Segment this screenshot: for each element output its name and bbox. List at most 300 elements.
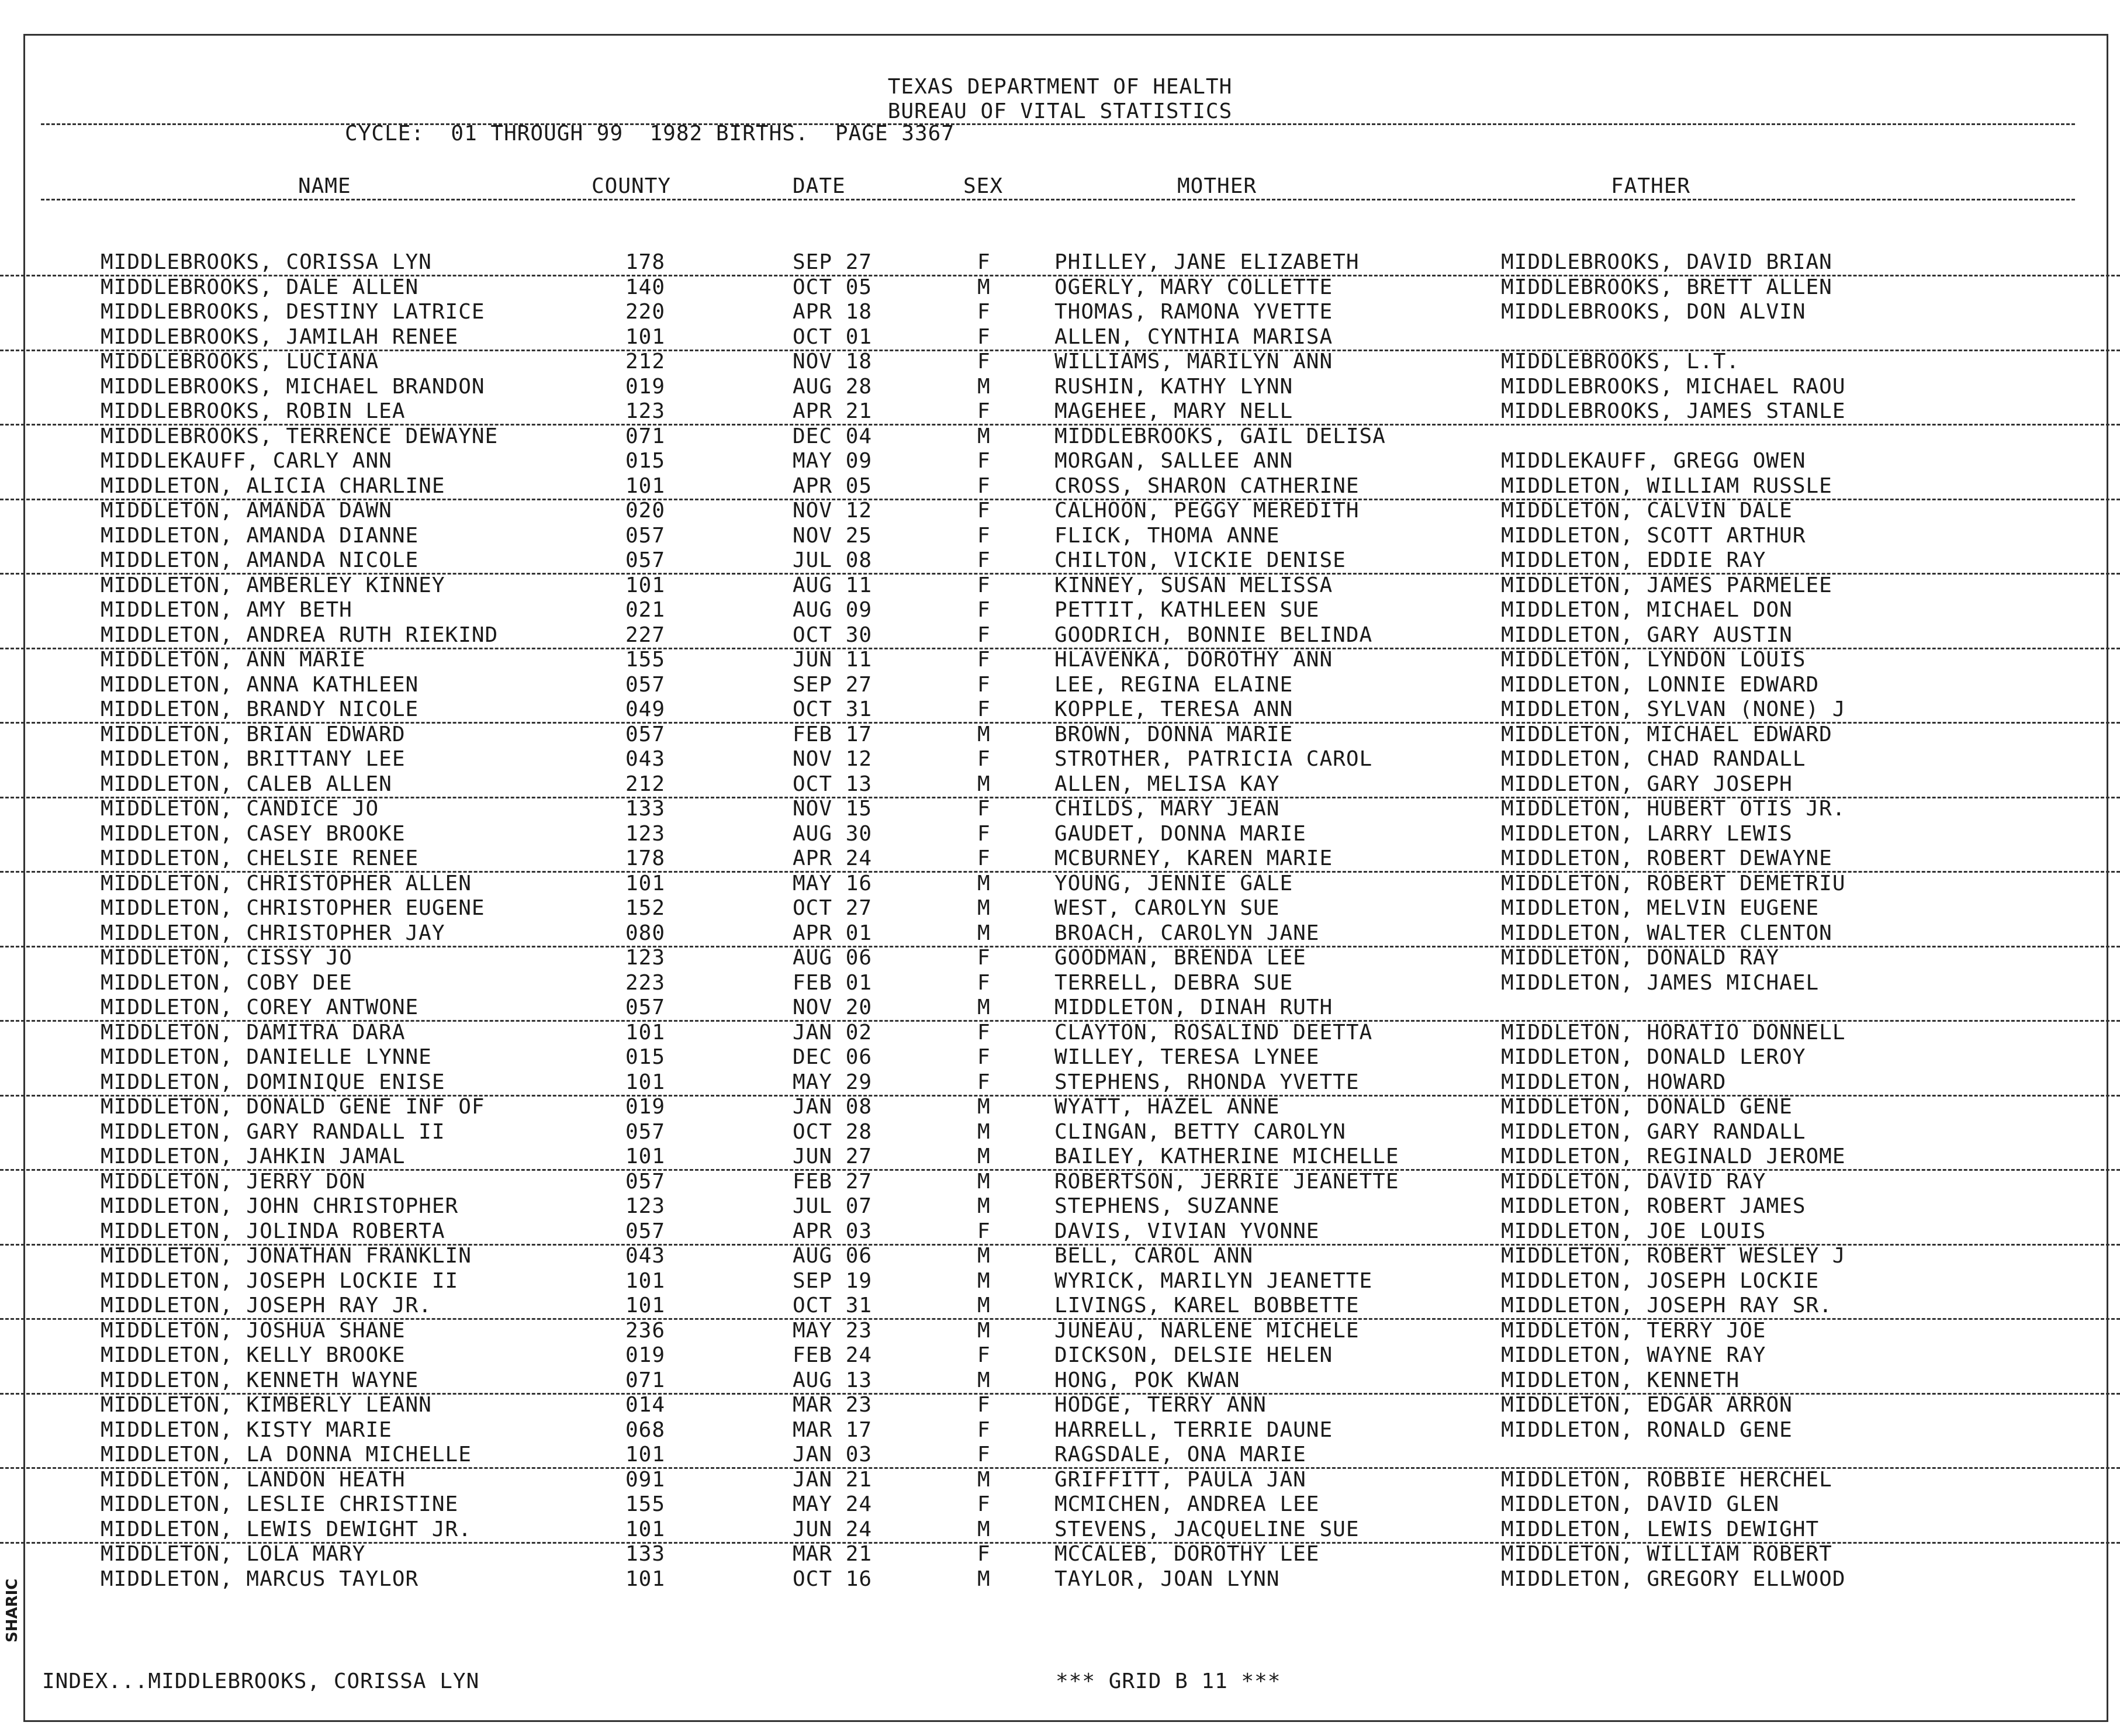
record-mother: HARRELL, TERRIE DAUNE: [1054, 1417, 1333, 1442]
record-mother: WILLEY, TERESA LYNEE: [1054, 1045, 1320, 1069]
record-sex: F: [977, 523, 991, 548]
record-father: MIDDLETON, ROBERT DEMETRIU: [1501, 871, 1846, 895]
record-name: MIDDLETON, KIMBERLY LEANN: [101, 1393, 432, 1417]
record-mother: MORGAN, SALLEE ANN: [1054, 449, 1294, 473]
record-sex: M: [977, 722, 991, 746]
col-date: DATE: [793, 174, 846, 198]
record-date: MAY 23: [793, 1318, 873, 1343]
record-father: MIDDLEBROOKS, DON ALVIN: [1501, 300, 1806, 324]
record-date: NOV 12: [793, 499, 873, 523]
record-father: MIDDLETON, LONNIE EDWARD: [1501, 672, 1820, 697]
record-sex: F: [977, 797, 991, 821]
record-sex: M: [977, 374, 991, 399]
record-county: 220: [625, 300, 666, 324]
record-date: AUG 28: [793, 374, 873, 399]
record-sex: F: [977, 1070, 991, 1094]
record-mother: ROBERTSON, JERRIE JEANETTE: [1054, 1169, 1399, 1194]
record-mother: RAGSDALE, ONA MARIE: [1054, 1443, 1306, 1467]
record-mother: CALHOON, PEGGY MEREDITH: [1054, 499, 1360, 523]
record-father: MIDDLETON, RONALD GENE: [1501, 1417, 1793, 1442]
record-county: 057: [625, 672, 666, 697]
record-name: MIDDLETON, LA DONNA MICHELLE: [101, 1443, 472, 1467]
record-father: MIDDLETON, DONALD RAY: [1501, 946, 1780, 970]
record-sex: F: [977, 1443, 991, 1467]
record-sex: M: [977, 275, 991, 299]
record-date: MAR 21: [793, 1542, 873, 1566]
record-sex: F: [977, 970, 991, 995]
record-county: 057: [625, 523, 666, 548]
record-name: MIDDLETON, ANNA KATHLEEN: [101, 672, 419, 697]
record-mother: HLAVENKA, DOROTHY ANN: [1054, 648, 1333, 672]
table-row: [0, 524, 2120, 548]
record-sex: M: [977, 871, 991, 895]
table-row: [0, 1368, 2120, 1395]
record-mother: BAILEY, KATHERINE MICHELLE: [1054, 1144, 1399, 1168]
record-county: 152: [625, 896, 666, 920]
record-date: APR 24: [793, 846, 873, 870]
record-county: 236: [625, 1318, 666, 1343]
record-name: MIDDLEBROOKS, JAMILAH RENEE: [101, 324, 459, 349]
record-sex: M: [977, 1368, 991, 1392]
record-mother: WILLIAMS, MARILYN ANN: [1054, 350, 1333, 374]
record-date: APR 05: [793, 473, 873, 498]
record-county: 123: [625, 946, 666, 970]
record-name: MIDDLETON, GARY RANDALL II: [101, 1119, 445, 1144]
record-father: MIDDLETON, MICHAEL DON: [1501, 598, 1793, 622]
record-date: JAN 02: [793, 1020, 873, 1045]
record-name: MIDDLETON, CHRISTOPHER JAY: [101, 921, 445, 945]
table-row: [0, 1517, 2120, 1544]
record-sex: F: [977, 747, 991, 771]
record-father: MIDDLETON, GARY AUSTIN: [1501, 623, 1793, 647]
record-date: NOV 18: [793, 350, 873, 374]
record-county: 057: [625, 995, 666, 1019]
record-sex: M: [977, 1095, 991, 1119]
record-mother: STEVENS, JACQUELINE SUE: [1054, 1517, 1360, 1541]
record-date: AUG 09: [793, 598, 873, 622]
record-county: 155: [625, 648, 666, 672]
record-mother: LEE, REGINA ELAINE: [1054, 672, 1294, 697]
record-county: 015: [625, 1045, 666, 1069]
record-sex: M: [977, 772, 991, 796]
record-father: MIDDLETON, CALVIN DALE: [1501, 499, 1793, 523]
table-row: [0, 250, 2120, 276]
record-sex: M: [977, 1294, 991, 1317]
record-father: MIDDLETON, GARY RANDALL: [1501, 1119, 1806, 1144]
record-mother: MIDDLETON, DINAH RUTH: [1054, 995, 1333, 1019]
record-mother: JUNEAU, NARLENE MICHELE: [1054, 1318, 1360, 1343]
record-father: MIDDLETON, JAMES MICHAEL: [1501, 970, 1820, 995]
table-row: [0, 971, 2120, 995]
record-sex: F: [977, 598, 991, 622]
table-row: [0, 499, 2120, 523]
record-mother: STEPHENS, SUZANNE: [1054, 1194, 1280, 1218]
table-row: [0, 1343, 2120, 1368]
cycle-line: CYCLE: 01 THROUGH 99 1982 BIRTHS. PAGE 3367: [345, 122, 954, 146]
table-row: [0, 697, 2120, 724]
record-name: MIDDLETON, DAMITRA DARA: [101, 1020, 406, 1045]
record-name: MIDDLETON, JOSEPH LOCKIE II: [101, 1268, 459, 1293]
record-mother: YOUNG, JENNIE GALE: [1054, 871, 1294, 895]
table-row: [0, 350, 2120, 374]
col-sex: SEX: [963, 174, 1004, 198]
record-mother: GOODRICH, BONNIE BELINDA: [1054, 623, 1373, 647]
record-father: MIDDLETON, ROBBIE HERCHEL: [1501, 1467, 1832, 1492]
record-county: 155: [625, 1492, 666, 1516]
record-name: MIDDLETON, JERRY DON: [101, 1169, 366, 1194]
record-county: 019: [625, 1095, 666, 1119]
record-name: MIDDLETON, COBY DEE: [101, 970, 352, 995]
record-father: MIDDLETON, WAYNE RAY: [1501, 1343, 1766, 1367]
record-date: NOV 20: [793, 995, 873, 1019]
table-row: [0, 548, 2120, 575]
record-county: 227: [625, 623, 666, 647]
record-father: MIDDLETON, WILLIAM RUSSLE: [1501, 473, 1832, 498]
record-father: MIDDLETON, GARY JOSEPH: [1501, 772, 1793, 796]
record-mother: WYRICK, MARILYN JEANETTE: [1054, 1268, 1373, 1293]
record-date: DEC 04: [793, 424, 873, 448]
table-row: [0, 1542, 2120, 1566]
record-county: 049: [625, 697, 666, 721]
record-county: 101: [625, 1566, 666, 1591]
record-name: MIDDLETON, LESLIE CHRISTINE: [101, 1492, 459, 1516]
record-sex: F: [977, 350, 991, 374]
record-father: MIDDLETON, ROBERT DEWAYNE: [1501, 846, 1832, 870]
record-date: OCT 27: [793, 896, 873, 920]
record-father: MIDDLEBROOKS, BRETT ALLEN: [1501, 275, 1832, 299]
record-date: SEP 27: [793, 672, 873, 697]
table-row: [0, 573, 2120, 598]
record-name: MIDDLETON, BRIAN EDWARD: [101, 722, 406, 746]
table-row: [0, 300, 2120, 324]
record-county: 101: [625, 1020, 666, 1045]
record-name: MIDDLEBROOKS, TERRENCE DEWAYNE: [101, 424, 499, 448]
table-row: [0, 1319, 2120, 1343]
record-date: AUG 30: [793, 821, 873, 846]
record-county: 057: [625, 1169, 666, 1194]
record-sex: F: [977, 846, 991, 870]
record-mother: MAGEHEE, MARY NELL: [1054, 399, 1294, 423]
table-row: [0, 648, 2120, 672]
record-date: AUG 06: [793, 946, 873, 970]
record-sex: F: [977, 1020, 991, 1045]
record-father: MIDDLEBROOKS, JAMES STANLE: [1501, 399, 1846, 423]
header-line-2: BUREAU OF VITAL STATISTICS: [887, 99, 1233, 123]
record-date: AUG 13: [793, 1368, 873, 1392]
record-mother: RUSHIN, KATHY LYNN: [1054, 374, 1294, 399]
record-sex: M: [977, 896, 991, 920]
col-county: COUNTY: [592, 174, 672, 198]
record-mother: CLAYTON, ROSALIND DEETTA: [1054, 1020, 1373, 1045]
record-date: AUG 11: [793, 573, 873, 597]
table-row: [0, 722, 2120, 747]
record-name: MIDDLETON, CANDICE JO: [101, 797, 379, 821]
table-row: [0, 1393, 2120, 1417]
record-date: MAY 29: [793, 1070, 873, 1094]
record-date: OCT 31: [793, 697, 873, 721]
table-row: [0, 449, 2120, 473]
record-name: MIDDLEBROOKS, DALE ALLEN: [101, 275, 419, 299]
record-name: MIDDLETON, JOLINDA ROBERTA: [101, 1219, 445, 1243]
table-row: [0, 772, 2120, 798]
record-sex: F: [977, 672, 991, 697]
record-mother: TERRELL, DEBRA SUE: [1054, 970, 1294, 995]
record-county: 123: [625, 399, 666, 423]
record-mother: WEST, CAROLYN SUE: [1054, 896, 1280, 920]
record-date: MAY 24: [793, 1492, 873, 1516]
table-row: [0, 1418, 2120, 1443]
record-sex: F: [977, 1045, 991, 1069]
record-sex: F: [977, 449, 991, 473]
record-county: 057: [625, 1119, 666, 1144]
record-sex: F: [977, 1219, 991, 1243]
record-name: MIDDLETON, DONALD GENE INF OF: [101, 1095, 485, 1119]
table-row: [0, 1021, 2120, 1045]
record-name: MIDDLETON, COREY ANTWONE: [101, 995, 419, 1019]
table-row: [0, 1443, 2120, 1469]
record-sex: F: [977, 1343, 991, 1367]
record-name: MIDDLETON, ALICIA CHARLINE: [101, 473, 445, 498]
record-date: JUN 11: [793, 648, 873, 672]
record-sex: F: [977, 1393, 991, 1417]
record-sex: M: [977, 1244, 991, 1268]
record-name: MIDDLETON, ANN MARIE: [101, 648, 366, 672]
record-name: MIDDLETON, JOSEPH RAY JR.: [101, 1294, 432, 1317]
record-sex: F: [977, 623, 991, 647]
record-name: MIDDLETON, LEWIS DEWIGHT JR.: [101, 1517, 472, 1541]
table-row: [0, 1294, 2120, 1320]
record-mother: MCCALEB, DOROTHY LEE: [1054, 1542, 1320, 1566]
record-father: MIDDLETON, DAVID GLEN: [1501, 1492, 1780, 1516]
record-county: 123: [625, 821, 666, 846]
record-date: SEP 27: [793, 250, 873, 274]
table-row: [0, 399, 2120, 426]
record-sex: M: [977, 1194, 991, 1218]
table-row: [0, 474, 2120, 500]
record-sex: F: [977, 399, 991, 423]
record-mother: BROWN, DONNA MARIE: [1054, 722, 1294, 746]
record-name: MIDDLETON, ANDREA RUTH RIEKIND: [101, 623, 499, 647]
record-mother: DAVIS, VIVIAN YVONNE: [1054, 1219, 1320, 1243]
record-sex: F: [977, 946, 991, 970]
record-father: MIDDLETON, ROBERT WESLEY J: [1501, 1244, 1846, 1268]
table-row: [0, 1567, 2120, 1592]
record-sex: F: [977, 548, 991, 572]
record-county: 057: [625, 1219, 666, 1243]
record-sex: M: [977, 1268, 991, 1293]
record-father: MIDDLETON, SCOTT ARTHUR: [1501, 523, 1806, 548]
table-row: [0, 1492, 2120, 1517]
record-name: MIDDLETON, BRITTANY LEE: [101, 747, 406, 771]
record-name: MIDDLETON, CALEB ALLEN: [101, 772, 392, 796]
record-county: 123: [625, 1194, 666, 1218]
record-sex: M: [977, 995, 991, 1019]
table-row: [0, 1194, 2120, 1219]
record-county: 019: [625, 374, 666, 399]
record-date: OCT 13: [793, 772, 873, 796]
record-mother: DICKSON, DELSIE HELEN: [1054, 1343, 1333, 1367]
record-father: MIDDLEBROOKS, L.T.: [1501, 350, 1740, 374]
record-date: FEB 27: [793, 1169, 873, 1194]
record-mother: BELL, CAROL ANN: [1054, 1244, 1254, 1268]
table-row: [0, 598, 2120, 623]
record-date: JAN 03: [793, 1443, 873, 1467]
record-date: NOV 25: [793, 523, 873, 548]
record-sex: F: [977, 499, 991, 523]
record-name: MIDDLETON, LANDON HEATH: [101, 1467, 406, 1492]
record-date: FEB 17: [793, 722, 873, 746]
record-county: 043: [625, 1244, 666, 1268]
header-line-1: TEXAS DEPARTMENT OF HEALTH: [887, 75, 1233, 99]
record-county: 223: [625, 970, 666, 995]
table-row: [0, 673, 2120, 697]
footer-index: INDEX...MIDDLEBROOKS, CORISSA LYN: [42, 1669, 480, 1693]
record-county: 101: [625, 871, 666, 895]
record-sex: F: [977, 1417, 991, 1442]
record-date: MAR 17: [793, 1417, 873, 1442]
record-father: MIDDLETON, CHAD RANDALL: [1501, 747, 1806, 771]
table-row: [0, 1170, 2120, 1194]
record-sex: F: [977, 648, 991, 672]
record-name: MIDDLETON, AMANDA DIANNE: [101, 523, 419, 548]
record-father: MIDDLEKAUFF, GREGG OWEN: [1501, 449, 1806, 473]
record-county: 021: [625, 598, 666, 622]
record-mother: GAUDET, DONNA MARIE: [1054, 821, 1306, 846]
record-father: MIDDLETON, JOSEPH RAY SR.: [1501, 1294, 1832, 1317]
record-date: AUG 06: [793, 1244, 873, 1268]
record-sex: M: [977, 1318, 991, 1343]
record-mother: KOPPLE, TERESA ANN: [1054, 697, 1294, 721]
table-row: [0, 921, 2120, 947]
table-row: [0, 623, 2120, 649]
record-mother: THOMAS, RAMONA YVETTE: [1054, 300, 1333, 324]
table-row: [0, 797, 2120, 821]
record-name: MIDDLEBROOKS, DESTINY LATRICE: [101, 300, 485, 324]
table-row: [0, 1468, 2120, 1492]
record-county: 178: [625, 250, 666, 274]
record-mother: CROSS, SHARON CATHERINE: [1054, 473, 1360, 498]
record-mother: ALLEN, MELISA KAY: [1054, 772, 1280, 796]
record-name: MIDDLETON, CHRISTOPHER EUGENE: [101, 896, 485, 920]
record-father: MIDDLETON, KENNETH: [1501, 1368, 1740, 1392]
record-name: MIDDLETON, CHELSIE RENEE: [101, 846, 419, 870]
record-father: MIDDLETON, DONALD LEROY: [1501, 1045, 1806, 1069]
record-county: 140: [625, 275, 666, 299]
record-name: MIDDLETON, BRANDY NICOLE: [101, 697, 419, 721]
record-mother: PHILLEY, JANE ELIZABETH: [1054, 250, 1360, 274]
table-row: [0, 995, 2120, 1022]
table-row: [0, 822, 2120, 846]
table-row: [0, 1244, 2120, 1268]
record-mother: GRIFFITT, PAULA JAN: [1054, 1467, 1306, 1492]
record-name: MIDDLEKAUFF, CARLY ANN: [101, 449, 392, 473]
record-name: MIDDLEBROOKS, MICHAEL BRANDON: [101, 374, 485, 399]
col-father: FATHER: [1611, 174, 1691, 198]
record-sex: F: [977, 324, 991, 349]
table-row: [0, 1219, 2120, 1246]
record-father: MIDDLETON, JOSEPH LOCKIE: [1501, 1268, 1820, 1293]
table-row: [0, 1095, 2120, 1119]
record-father: MIDDLETON, GREGORY ELLWOOD: [1501, 1566, 1846, 1591]
record-date: OCT 30: [793, 623, 873, 647]
record-father: MIDDLETON, LARRY LEWIS: [1501, 821, 1793, 846]
table-row: [0, 747, 2120, 772]
record-mother: FLICK, THOMA ANNE: [1054, 523, 1280, 548]
record-mother: HODGE, TERRY ANN: [1054, 1393, 1267, 1417]
record-name: MIDDLETON, DOMINIQUE ENISE: [101, 1070, 445, 1094]
record-name: MIDDLETON, AMY BETH: [101, 598, 352, 622]
record-date: FEB 24: [793, 1343, 873, 1367]
record-county: 043: [625, 747, 666, 771]
record-name: MIDDLETON, AMBERLEY KINNEY: [101, 573, 445, 597]
record-father: MIDDLETON, REGINALD JEROME: [1501, 1144, 1846, 1168]
record-date: MAR 23: [793, 1393, 873, 1417]
record-date: OCT 16: [793, 1566, 873, 1591]
record-sex: F: [977, 821, 991, 846]
record-county: 101: [625, 473, 666, 498]
record-mother: CHILTON, VICKIE DENISE: [1054, 548, 1346, 572]
record-county: 101: [625, 1294, 666, 1317]
record-sex: M: [977, 1169, 991, 1194]
record-father: MIDDLETON, HORATIO DONNELL: [1501, 1020, 1846, 1045]
record-county: 091: [625, 1467, 666, 1492]
record-mother: HONG, POK KWAN: [1054, 1368, 1240, 1392]
record-father: MIDDLETON, EDGAR ARRON: [1501, 1393, 1793, 1417]
record-date: JUN 27: [793, 1144, 873, 1168]
record-sex: M: [977, 1144, 991, 1168]
record-county: 101: [625, 1144, 666, 1168]
record-mother: OGERLY, MARY COLLETTE: [1054, 275, 1333, 299]
record-mother: MIDDLEBROOKS, GAIL DELISA: [1054, 424, 1386, 448]
record-date: APR 21: [793, 399, 873, 423]
table-row: [0, 872, 2120, 896]
record-county: 178: [625, 846, 666, 870]
record-name: MIDDLETON, CHRISTOPHER ALLEN: [101, 871, 472, 895]
side-mark: SHARIC: [4, 1578, 21, 1642]
record-name: MIDDLETON, JONATHAN FRANKLIN: [101, 1244, 472, 1268]
record-mother: BROACH, CAROLYN JANE: [1054, 921, 1320, 945]
table-row: [0, 375, 2120, 399]
record-county: 101: [625, 1268, 666, 1293]
record-sex: F: [977, 697, 991, 721]
record-date: JUL 08: [793, 548, 873, 572]
table-row: [0, 1120, 2120, 1144]
record-sex: M: [977, 1467, 991, 1492]
record-mother: PETTIT, KATHLEEN SUE: [1054, 598, 1320, 622]
record-date: DEC 06: [793, 1045, 873, 1069]
record-county: 212: [625, 350, 666, 374]
table-row: [0, 275, 2120, 300]
record-sex: M: [977, 1517, 991, 1541]
table-row: [0, 896, 2120, 921]
record-mother: CLINGAN, BETTY CAROLYN: [1054, 1119, 1346, 1144]
record-name: MIDDLETON, CASEY BROOKE: [101, 821, 406, 846]
record-name: MIDDLETON, JOSHUA SHANE: [101, 1318, 406, 1343]
record-mother: STEPHENS, RHONDA YVETTE: [1054, 1070, 1360, 1094]
record-father: MIDDLETON, LYNDON LOUIS: [1501, 648, 1806, 672]
record-county: 068: [625, 1417, 666, 1442]
record-mother: CHILDS, MARY JEAN: [1054, 797, 1280, 821]
record-county: 101: [625, 324, 666, 349]
record-mother: WYATT, HAZEL ANNE: [1054, 1095, 1280, 1119]
record-father: MIDDLETON, DAVID RAY: [1501, 1169, 1766, 1194]
record-date: JAN 08: [793, 1095, 873, 1119]
record-name: MIDDLETON, AMANDA NICOLE: [101, 548, 419, 572]
record-father: MIDDLETON, TERRY JOE: [1501, 1318, 1766, 1343]
record-father: MIDDLETON, MELVIN EUGENE: [1501, 896, 1820, 920]
record-sex: F: [977, 1492, 991, 1516]
record-name: MIDDLETON, KELLY BROOKE: [101, 1343, 406, 1367]
